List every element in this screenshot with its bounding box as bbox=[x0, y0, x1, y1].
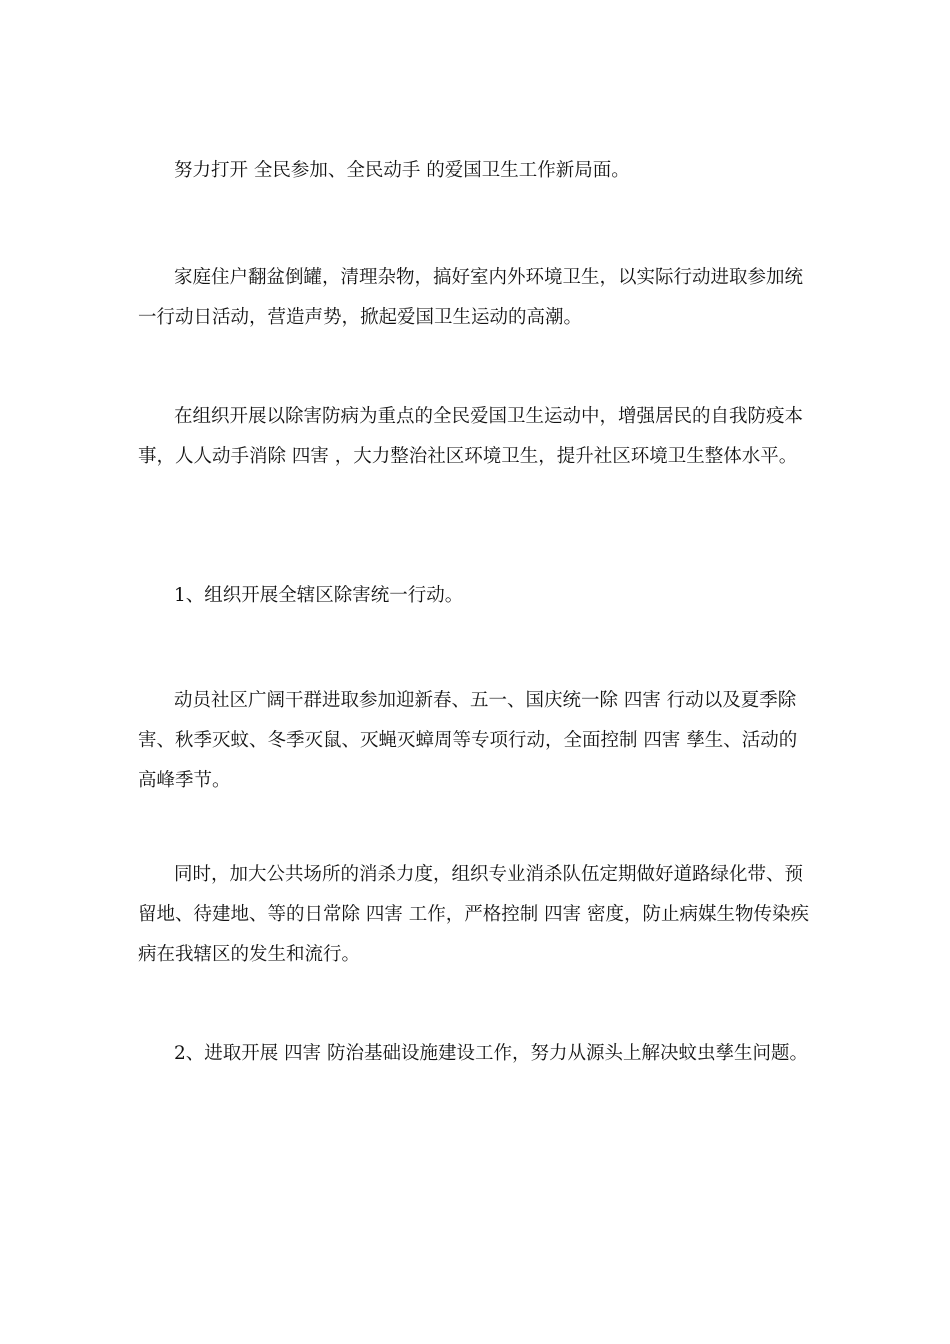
paragraph-intro: 努力打开 全民参加、全民动手 的爱国卫生工作新局面。 bbox=[174, 160, 630, 181]
paragraph-item-2-heading: 2、进取开展 四害 防治基础设施建设工作，努力从源头上解决蚊虫孳生问题。 bbox=[174, 1043, 809, 1064]
paragraph-household: 家庭住户翻盆倒罐，清理杂物，搞好室内外环境卫生，以实际行动进取参加统一行动日活动，营造声势，掀起爱国卫生运动的高潮。 bbox=[138, 267, 804, 328]
paragraph-item-1-heading: 1、组织开展全辖区除害统一行动。 bbox=[174, 585, 464, 606]
paragraph-disinfection: 同时，加大公共场所的消杀力度，组织专业消杀队伍定期做好道路绿化带、预留地、待建地、等的日常除 四害 工作，严格控制 四害 密度，防止病媒生物传染疾病在我辖区的发生和流行。 bbox=[138, 864, 810, 965]
paragraph-campaign: 在组织开展以除害防病为重点的全民爱国卫生运动中，增强居民的自我防疫本事，人人动手消除 四害 ，大力整治社区环境卫生，提升社区环境卫生整体水平。 bbox=[138, 406, 804, 467]
paragraph-mobilize: 动员社区广阔干群进取参加迎新春、五一、国庆统一除 四害 行动以及夏季除害、秋季灭蚊、冬季灭鼠、灭蝇灭蟑周等专项行动，全面控制 四害 孳生、活动的高峰季节。 bbox=[138, 690, 798, 791]
